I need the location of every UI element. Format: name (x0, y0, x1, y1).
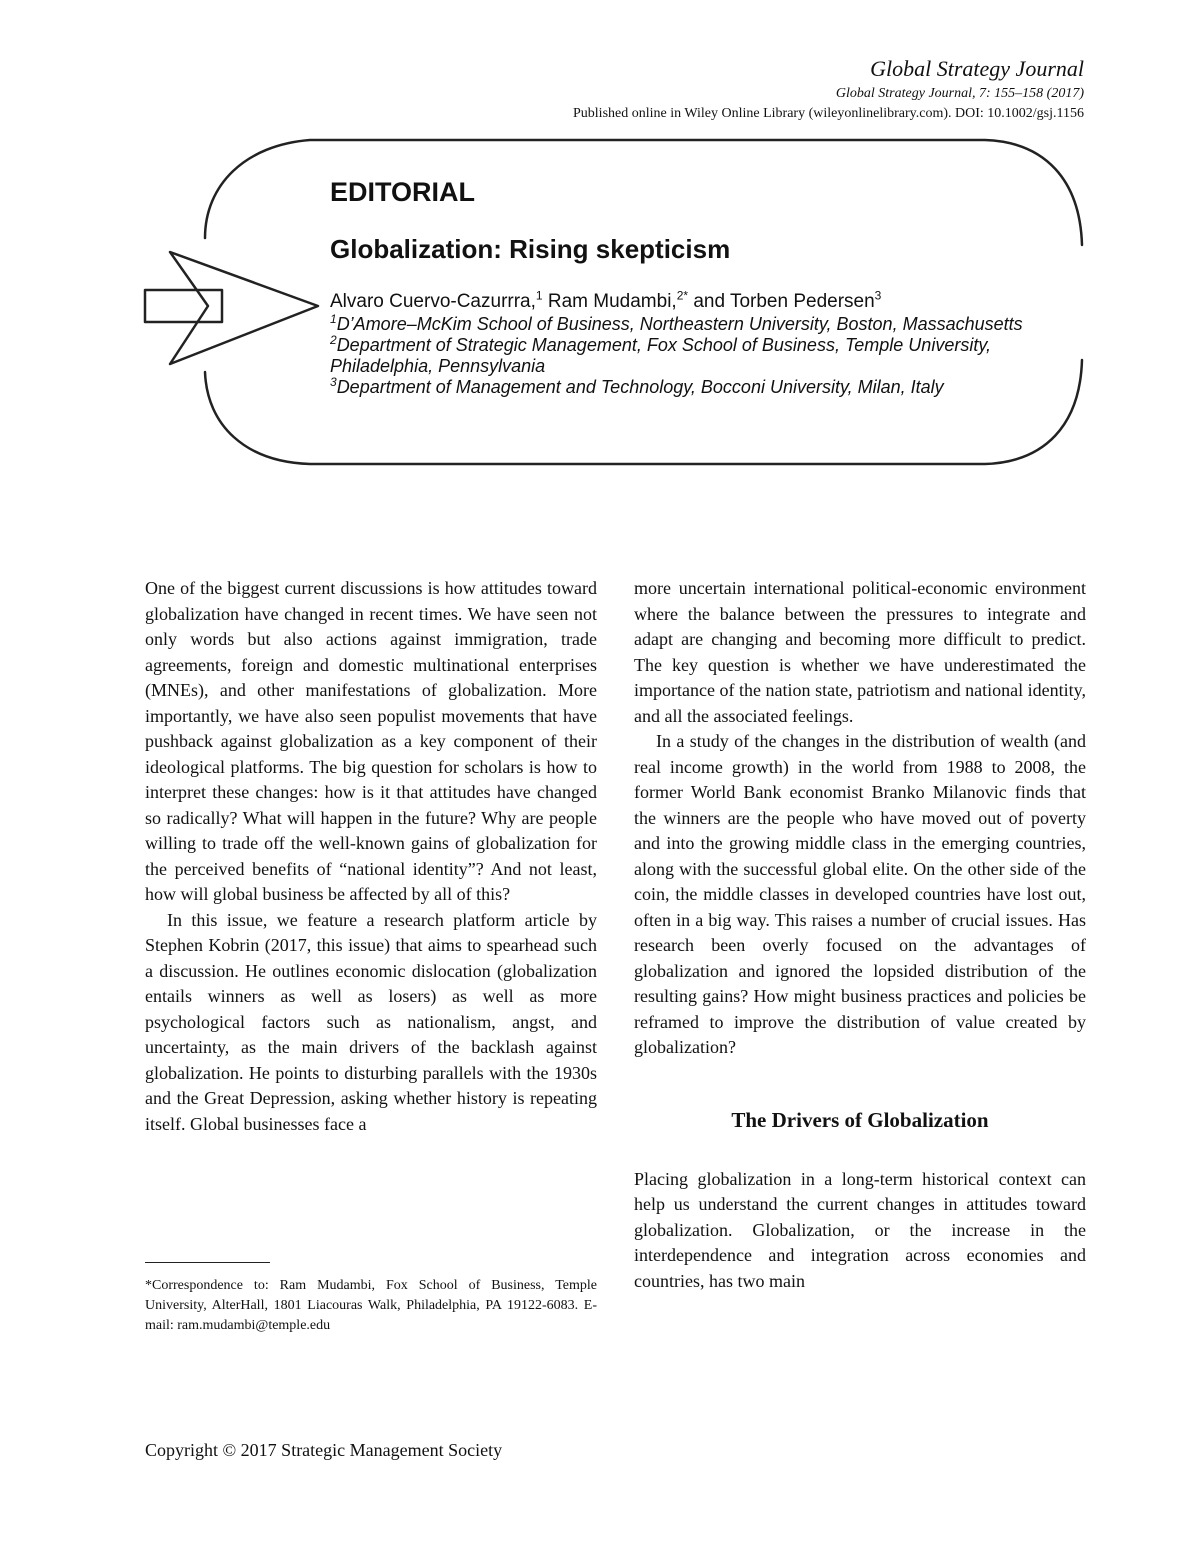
arrow-inner (145, 290, 222, 322)
author-sup: 2* (676, 288, 689, 303)
body-paragraph: In this issue, we feature a research platform article by Stephen Kobrin (2017, this issue) that aims to spearhead such a discussion. He outlines economic dislocation (globalization entails winners as well as losers) as well as more psychological factors such as nationalism, angst, and uncertainty, as the main drivers of the backlash against globalization. He points to disturbing parallels with the 1930s and the Great Depression, asking whether history is repeating itself. Global businesses face a (145, 909, 597, 1134)
arrow-outer (170, 252, 318, 364)
journal-title: Global Strategy Journal (870, 56, 1084, 81)
journal-citation: Global Strategy Journal, 7: 155–158 (2017) (835, 86, 1084, 101)
footnote-rule (145, 1262, 270, 1263)
body-paragraph: Placing globalization in a long-term historical context can help us understand the current changes in attitudes toward globalization. Globalization, or the increase in the interdependence and integration across economies and countries, has two main (634, 1168, 1086, 1291)
affiliation-text: D’Amore–McKim School of Business, Northeastern University, Boston, Massachusetts (336, 314, 1023, 334)
copyright-notice: Copyright © 2017 Strategic Management Society (145, 1440, 503, 1460)
body-column-left (145, 576, 597, 1137)
body-paragraph: In a study of the changes in the distribution of wealth (and real income growth) in the world from 1988 to 2008, the former World Bank economist Branko Milanovic finds that the winners are the people who have moved out of poverty and into the growing middle class in the emerging countries, along with the successful global elite. On the other side of the coin, the middle classes in developed countries have lost out, often in a big way. This raises a number of crucial issues. Has research been overly focused on the advantages of globalization and ignored the lopsided distribution of the resulting gains? How might business practices and policies be reframed to improve the distribution of value created by globalization? (634, 731, 1086, 1057)
affiliation-text: Department of Strategic Management, Fox School of Business, Temple University, Philadelphia, Pennsylvania (330, 335, 991, 376)
affiliation (330, 377, 1050, 398)
author-name: and Torben Pedersen (688, 291, 875, 312)
article-title-block (330, 172, 1050, 398)
affiliation-sup: 1 (330, 312, 337, 326)
author-name: Alvaro Cuervo-Cazurrra, (330, 291, 536, 312)
author-name: Ram Mudambi, (542, 291, 677, 312)
author-sup: 3 (874, 288, 882, 303)
body-paragraph: One of the biggest current discussions is how attitudes toward globalization have changed in recent times. We have seen not only words but also actions against immigration, trade agreements, foreign and domestic multinational enterprises (MNEs), and other manifestations of globalization. More importantly, we have also seen populist movements that have pushback against globalization as a key component of their ideological platforms. The big question for scholars is how to interpret these changes: how is it that attitudes have changed so radically? What will happen in the future? Why are people willing to trade off the well-known gains of globalization for the perceived benefits of “national identity”? And not least, how will global business be affected by all of this? (145, 578, 597, 904)
article-title: Globalization: Rising skepticism (330, 234, 731, 264)
affiliation (330, 335, 1050, 377)
author-list (330, 290, 1050, 314)
correspondence-footnote: *Correspondence to: Ram Mudambi, Fox School of Business, Temple University, AlterHall, 1801 Liacouras Walk, Philadelphia, PA 19122-6083. E-mail: ram.mudambi@temple.edu (145, 1278, 597, 1333)
author-sup: 1 (535, 288, 543, 303)
affiliation-sup: 2 (330, 333, 337, 347)
body-paragraph: more uncertain international political-economic environment where the balance between the pressures to integrate and adapt are changing and becoming more difficult to predict. The key question is whether we have underestimated the importance of the nation state, patriotism and national identity, and all the associated feelings. (634, 578, 1086, 726)
section-heading: The Drivers of Globalization (731, 1107, 989, 1132)
body-column-right (634, 576, 1086, 1294)
affiliation (330, 314, 1050, 335)
affiliation-sup: 3 (330, 375, 337, 389)
article-type: EDITORIAL (330, 177, 476, 207)
publication-info: Published online in Wiley Online Library (wileyonlinelibrary.com). DOI: 10.1002/gsj.1156 (573, 106, 1084, 121)
affiliation-text: Department of Management and Technology, Bocconi University, Milan, Italy (336, 377, 944, 397)
